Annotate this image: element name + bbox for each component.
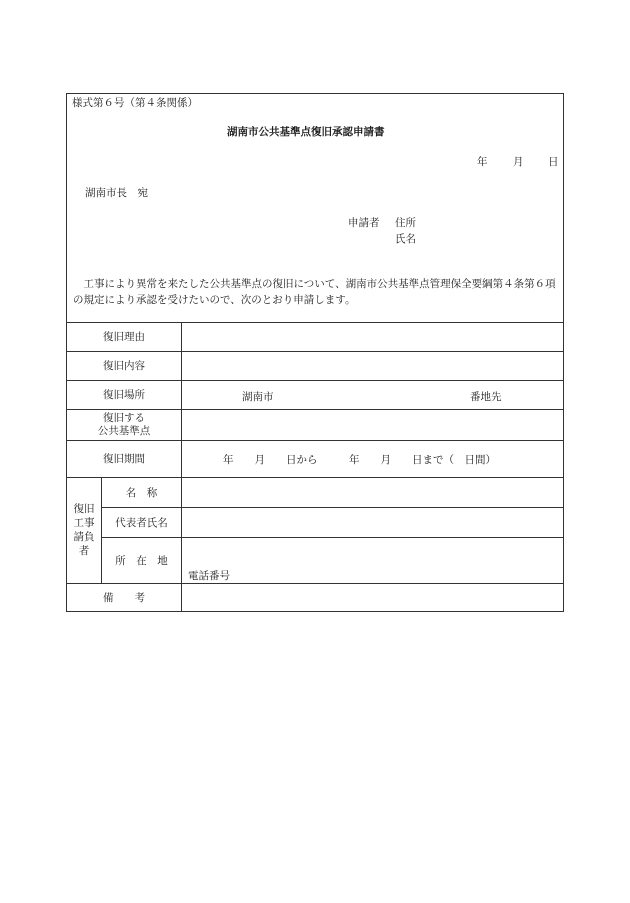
date-year: 年 bbox=[477, 156, 488, 168]
content-label: 復旧内容 bbox=[67, 352, 182, 380]
row-points bbox=[67, 409, 563, 440]
contractor-line-2: 工事 bbox=[73, 517, 95, 529]
applicant-address: 住所 bbox=[395, 217, 416, 229]
points-label-line1: 復旧する bbox=[103, 412, 145, 424]
phone-label: 電話番号 bbox=[188, 570, 230, 582]
points-label bbox=[67, 410, 182, 440]
date-day: 日 bbox=[548, 156, 559, 168]
addressee: 湖南市長 宛 bbox=[85, 187, 148, 199]
period-value: 年 月 日から 年 月 日まで（ 日間） bbox=[223, 454, 496, 466]
request-statement: 工事により異常を来たした公共基準点の復旧について、湖南市公共基準点管理保全要綱第４条第６項の規定により承認を受けたいので、次のとおり申請します。 bbox=[73, 278, 556, 306]
contractor-location-label: 所 在 地 bbox=[102, 537, 182, 583]
period-label: 復旧期間 bbox=[67, 441, 182, 477]
applicant-label: 申請者 bbox=[348, 217, 380, 229]
row-place bbox=[67, 380, 563, 409]
contractor-line-3: 請負 bbox=[73, 531, 95, 543]
date-month: 月 bbox=[513, 156, 524, 168]
contractor-line-4: 者 bbox=[78, 545, 90, 557]
points-label-line2: 公共基準点 bbox=[97, 425, 151, 437]
row-reason bbox=[67, 322, 563, 351]
form-title: 湖南市公共基準点復旧承認申請書 bbox=[227, 126, 385, 138]
row-period bbox=[67, 440, 563, 477]
contractor-line-1: 復旧 bbox=[73, 503, 95, 515]
contractor-label bbox=[67, 477, 102, 583]
form-header bbox=[67, 94, 563, 322]
place-suffix: 番地先 bbox=[470, 391, 502, 403]
place-city: 湖南市 bbox=[242, 391, 274, 403]
row-remarks bbox=[67, 583, 563, 612]
row-content bbox=[67, 351, 563, 380]
place-label: 復旧場所 bbox=[67, 381, 182, 409]
remarks-label: 備 考 bbox=[67, 584, 182, 612]
contractor-name-label: 名 称 bbox=[102, 477, 182, 507]
contractor-rep-label: 代表者氏名 bbox=[102, 507, 182, 537]
form-number: 様式第６号（第４条関係） bbox=[72, 97, 198, 109]
reason-label: 復旧理由 bbox=[67, 323, 182, 351]
application-form bbox=[66, 93, 564, 612]
applicant-name: 氏名 bbox=[395, 233, 416, 245]
